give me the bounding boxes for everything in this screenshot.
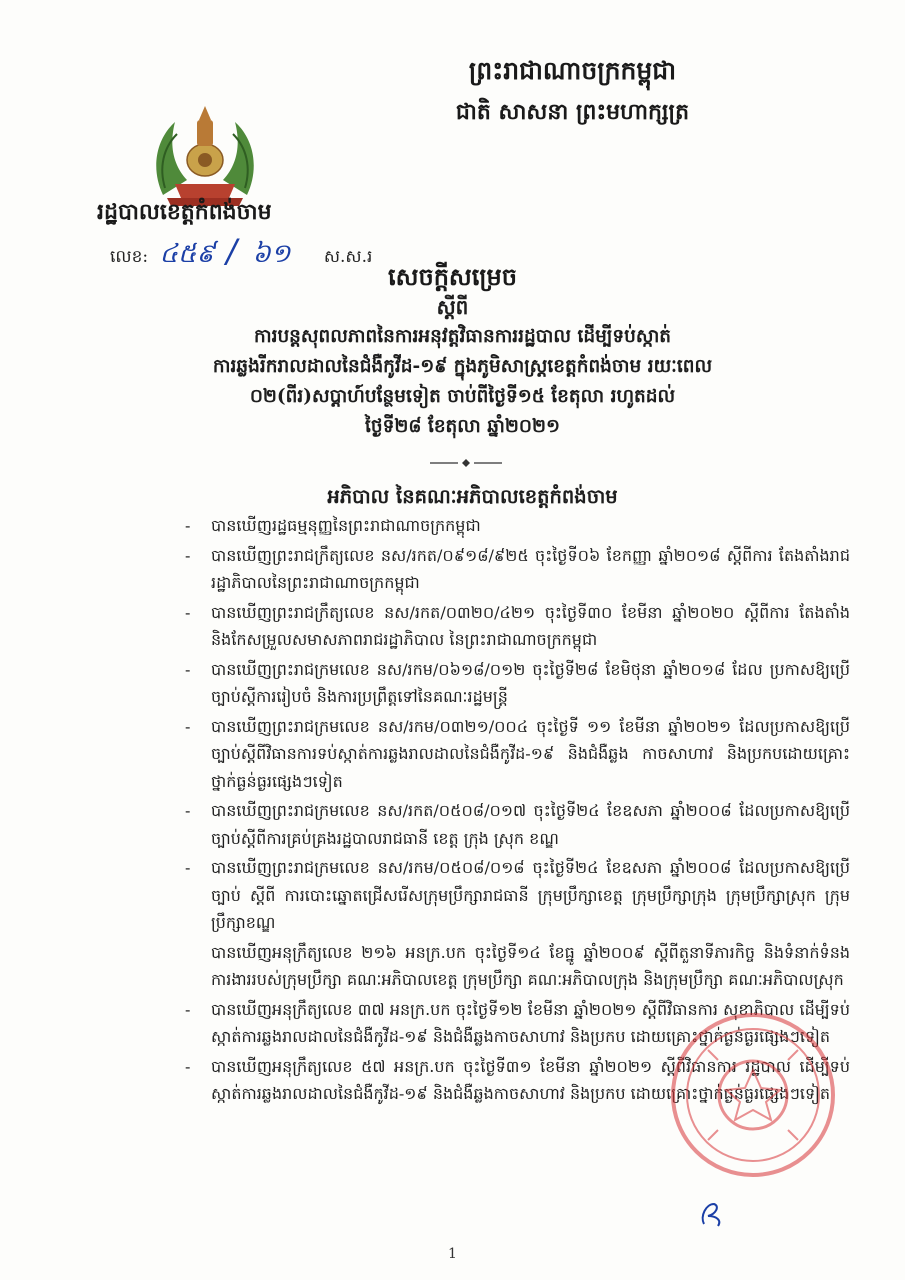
provincial-emblem-icon — [145, 100, 265, 212]
list-item: - បានឃើញរដ្ឋធម្មនុញ្ញនៃព្រះរាជាណាចក្រកម្ពុជា — [185, 516, 481, 535]
list-item: - បានឃើញអនុក្រឹត្យលេខ ៣៧ អនក្រ.បក ចុះថ្ងៃទី១២ ខែមីនា ឆ្នាំ២០២១ ស្តីពីវិធានការ សុខាភិបាល ដើម្បីទប់ស្កាត់ការឆ្លងរាលដាលនៃជំងឺកូវីដ-១៩ និងជំងឺឆ្លងកាចសាហាវ និងប្រកប ដោយគ្រោះថ្នាក់ធ្ងន់ធ្ងរផ្សេងៗទៀត — [185, 999, 850, 1046]
national-motto: ជាតិ សាសនា ព្រះមហាក្សត្រ — [455, 99, 690, 125]
list-item: - បានឃើញព្រះរាជក្រឹត្យលេខ នស/រកត/០៩១៨/៩២៥ ចុះថ្ងៃទី០៦ ខែកញ្ញា ឆ្នាំ២០១៨ ស្តីពីការ តែងតាំងរាជរដ្ឋាភិបាលនៃព្រះរាជាណាចក្រកម្ពុជា — [185, 545, 850, 592]
regarding-label: ស្តីពី — [436, 295, 469, 319]
reference-suffix: ៦១ — [252, 239, 291, 269]
reference-slash-glyph: / — [226, 232, 237, 270]
subject-line: ០២(ពីរ)សប្តាហ៍បន្ថែមទៀត ចាប់ពីថ្ងៃទី១៥ ខែតុលា រហូតដល់ — [249, 386, 676, 407]
subject-line: ការបន្តសុពលភាពនៃការអនុវត្តវិធានការរដ្ឋបាល ដើម្បីទប់ស្កាត់ — [253, 326, 672, 347]
list-item: - បានឃើញព្រះរាជក្រមលេខ នស/រកម/០៦១៨/០១២ ចុះថ្ងៃទី២៨ ខែមិថុនា ឆ្នាំ២០១៨ ដែល ប្រកាសឱ្យប្រើច្បាប់ស្តីការរៀបចំ និងការប្រព្រឹត្តទៅនៃគណៈរដ្ឋមន្ត្រី — [185, 659, 850, 706]
list-item: - បានឃើញអនុក្រឹត្យលេខ ៥៧ អនក្រ.បក ចុះថ្ងៃទី៣១ ខែមីនា ឆ្នាំ២០២១ ស្តីពីវិធានការ រដ្ឋបាល ដើម្បីទប់ស្កាត់ការឆ្លងរាលដាលនៃជំងឺកូវីដ-១៩ និងជំងឺឆ្លងកាចសាហាវ និងប្រកប ដោយគ្រោះថ្នាក់ធ្ងន់ធ្ងរផ្សេងៗទៀត — [185, 1056, 850, 1103]
list-item: បានឃើញអនុក្រឹត្យលេខ ២១៦ អនក្រ.បក ចុះថ្ងៃទី១៤ ខែធ្នូ ឆ្នាំ២០០៩ ស្តីពីតួនាទីភារកិច្ច និងទំនាក់ទំនងការងាររបស់ក្រុមប្រឹក្សា គណៈអភិបាលខេត្ត ក្រុមប្រឹក្សា គណៈអភិបាលក្រុង និងក្រុមប្រឹក្សា គណៈអភិបាលស្រុក — [211, 942, 850, 989]
list-item: - បានឃើញព្រះរាជក្រមលេខ នស/រកម/០៥០៨/០១៨ ចុះថ្ងៃទី២៤ ខែឧសភា ឆ្នាំ២០០៨ ដែលប្រកាសឱ្យប្រើច្បាប់ ស្តីពី ការបោះឆ្នោតជ្រើសរើសក្រុមប្រឹក្សារាជធានី ក្រុមប្រឹក្សាខេត្ត ក្រុមប្រឹក្សាក្រុង ក្រុមប្រឹក្សាស្រុក ក្រុមប្រឹក្សាខណ្ឌ — [185, 858, 850, 932]
governor-heading: អភិបាល នៃគណៈអភិបាលខេត្តកំពង់ចាម — [327, 485, 618, 508]
subject-line: ថ្ងៃទី២៨ ខែតុលា ឆ្នាំ២០២១ — [365, 416, 560, 437]
divider-ornament-icon — [428, 458, 504, 468]
list-item: - បានឃើញព្រះរាជក្រមលេខ នស/រកត/០៥០៨/០១៧ ចុះថ្ងៃទី២៤ ខែឧសភា ឆ្នាំ២០០៨ ដែលប្រកាសឱ្យប្រើច្បាប់ស្តីពីការគ្រប់គ្រងរដ្ឋបាលរាជធានី ខេត្ត ក្រុង ស្រុក ខណ្ឌ — [185, 801, 850, 848]
reference-number: ៤៥៩ — [159, 239, 215, 269]
page-number: 1 — [448, 1246, 457, 1262]
list-item: - បានឃើញព្រះរាជក្រឹត្យលេខ នស/រកត/០៣២០/៤២១ ចុះថ្ងៃទី៣០ ខែមីនា ឆ្នាំ២០២០ ស្តីពីការ តែងតាំង និងកែសម្រួលសមាសភាពរាជរដ្ឋាភិបាល នៃព្រះរាជាណាចក្រកម្ពុជា — [185, 602, 850, 649]
list-item: - បានឃើញព្រះរាជក្រមលេខ នស/រកម/០៣២១/០០៤ ចុះថ្ងៃទី ១១ ខែមីនា ឆ្នាំ២០២១ ដែលប្រកាសឱ្យប្រើច្បាប់ស្តីពីវិធានការទប់ស្កាត់ការឆ្លងរាលដាលនៃជំងឺកូវីដ-១៩ និងជំងឺឆ្លង កាចសាហាវ និងប្រកបដោយគ្រោះថ្នាក់ធ្ងន់ធ្ងរផ្សេងៗទៀត — [185, 716, 850, 791]
issuing-authority: រដ្ឋបាលខេត្តកំពង់ចាម — [97, 199, 272, 225]
handwritten-initials-icon — [696, 1200, 726, 1228]
reference-code: ស.ស.រ — [323, 247, 373, 267]
document-title: សេចក្តីសម្រេច — [387, 262, 518, 291]
reference-label: លេខ: — [110, 247, 149, 267]
document-subject — [60, 322, 865, 442]
kingdom-title: ព្រះរាជាណាចក្រកម្ពុជា — [468, 56, 677, 85]
subject-line: ការឆ្លងរីករាលដាលនៃជំងឺកូវីដ-១៩ ក្នុងភូមិសាស្ត្រខេត្តកំពង់ចាម រយៈពេល — [212, 356, 713, 377]
official-seal-stamp-icon — [668, 1010, 838, 1180]
